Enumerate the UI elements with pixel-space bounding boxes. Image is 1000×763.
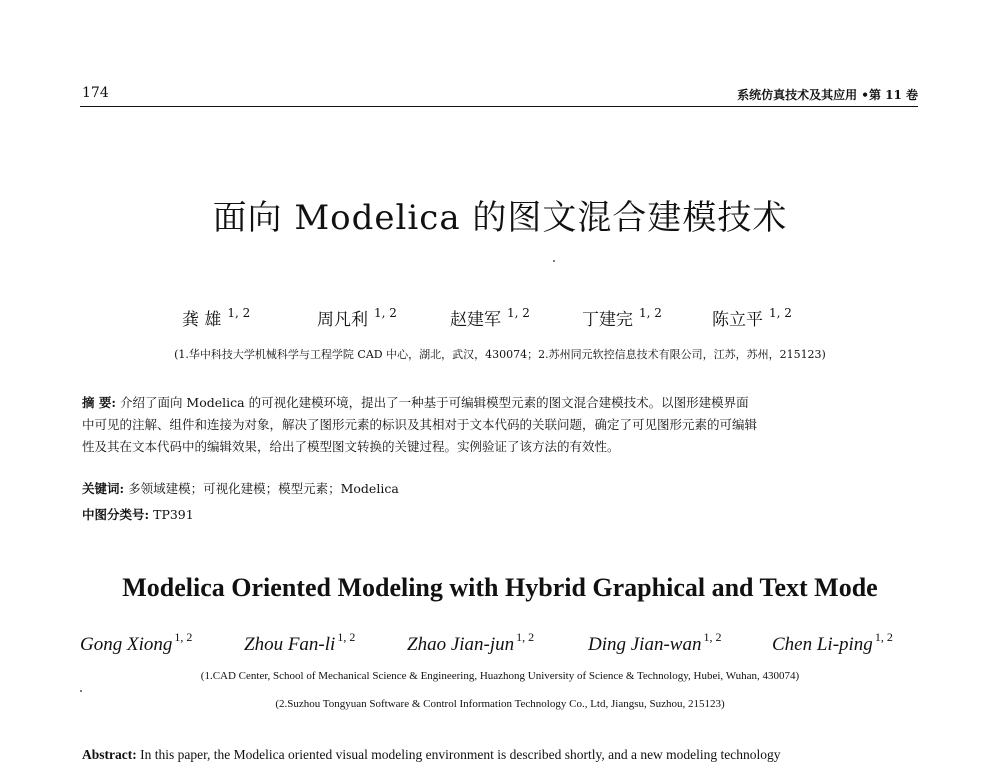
abstract-line: 中可见的注解、组件和连接为对象，解决了图形元素的标识及其相对于文本代码的关联问题，确定了可见图形元素的可编辑 [82, 417, 758, 432]
english-author: Gong Xiong $^{1, 2}$ [80, 630, 193, 655]
english-author: Chen Li-ping $^{1, 2}$ [772, 630, 893, 655]
english-author-list [80, 630, 920, 656]
chinese-affiliation: (1.华中科技大学机械科学与工程学院 CAD 中心，湖北，武汉，430074；2.苏州同元软控信息技术有限公司，江苏，苏州，215123) [174, 348, 826, 361]
abstract-line: 性及其在文本代码中的编辑效果，给出了模型图文转换的关键过程。实例验证了该方法的有效性。 [82, 439, 620, 454]
english-author: Zhou Fan-li $^{1, 2}$ [244, 630, 356, 655]
page-number: 174 [82, 85, 109, 101]
english-abstract-text: In this paper, the Modelica oriented visual modeling environment is described shortly, and a new modeling technology [140, 747, 781, 762]
chinese-author: 龚 雄 $^{1, 2}$ [182, 306, 251, 330]
english-author: Ding Jian-wan $^{1, 2}$ [588, 630, 722, 655]
english-abstract-label: Abstract: [82, 747, 137, 762]
abstract-line: 介绍了面向 Modelica 的可视化建模环境，提出了一种基于可编辑模型元素的图文混合建模技术。以图形建模界面 [119, 395, 749, 410]
clc-value: TP391 [153, 507, 194, 522]
english-author: Zhao Jian-jun $^{1, 2}$ [407, 630, 535, 655]
chinese-author: 丁建完 $^{1, 2}$ [582, 306, 662, 330]
page-header [80, 84, 918, 107]
keywords [82, 479, 399, 497]
speck [80, 690, 82, 692]
running-head: 系统仿真技术及其应用 •第 11 卷 [737, 88, 918, 102]
abstract-label: 摘 要: [82, 395, 116, 410]
english-abstract [82, 747, 922, 763]
clc-label: 中图分类号: [82, 507, 150, 522]
chinese-author-list [182, 305, 822, 333]
english-title: Modelica Oriented Modeling with Hybrid Graphical and Text Mode [122, 573, 878, 602]
keywords-label: 关键词: [82, 481, 125, 496]
chinese-author: 周凡利 $^{1, 2}$ [317, 306, 397, 330]
keywords-value: 多领域建模；可视化建模；模型元素；Modelica [128, 481, 399, 496]
speck [553, 260, 555, 262]
chinese-author: 赵建军 $^{1, 2}$ [450, 306, 530, 330]
chinese-title: 面向 Modelica 的图文混合建模技术 [212, 198, 788, 238]
english-affiliation-1: (1.CAD Center, School of Mechanical Science & Engineering, Huazhong University of Science & Technology, Hubei, Wuhan, 430074) [200, 670, 800, 682]
chinese-abstract [82, 392, 916, 458]
chinese-author: 陈立平 $^{1, 2}$ [712, 306, 792, 330]
classification-number [82, 505, 194, 523]
english-affiliation-2: (2.Suzhou Tongyuan Software & Control Information Technology Co., Ltd, Jiangsu, Suzhou, 215123) [275, 698, 725, 710]
